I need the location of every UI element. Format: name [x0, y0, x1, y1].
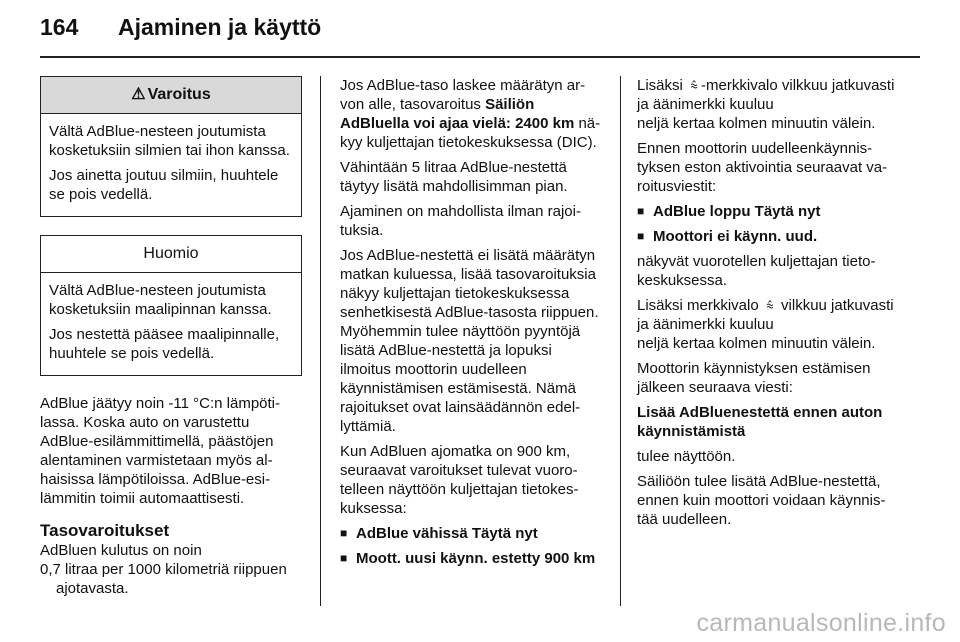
paragraph: näkyvät vuorotellen kuljettajan tietokeskuksessa. [637, 253, 876, 289]
column-2 [340, 76, 602, 574]
note-box [40, 235, 302, 376]
list-item: ■ AdBlue loppu Täytä nyt [637, 202, 899, 221]
column-divider [320, 76, 321, 606]
text-run: vilkkuu jatkuvasti ja äänimerkki kuuluu [637, 297, 894, 333]
paragraph: Vähintään 5 litraa AdBlue-nestettä täytyy lisätä mahdollisimman pian. [340, 159, 568, 195]
watermark: carmanualsonline.info [696, 609, 946, 637]
column-divider [620, 76, 621, 606]
text-run: -merkkivalo vilkkuu jatkuvasti ja äänimerkki kuuluu [637, 77, 895, 113]
paragraph [637, 76, 899, 133]
list-item: ■ AdBlue vähissä Täytä nyt [340, 524, 602, 543]
page-number: 164 [40, 14, 79, 40]
paragraph: tulee näyttöön. [637, 448, 736, 465]
engine-warning-light-icon: ⩯ [766, 298, 774, 313]
warning-box [40, 76, 302, 217]
paragraph: Ennen moottorin uudelleenkäynnistyksen eston aktivointia seuraavat varoitusviestit: [637, 140, 888, 195]
text-run: Jos AdBlue-taso laskee määrätyn arvon alle, tasovaroitus [340, 77, 586, 113]
paragraph: Jos AdBlue-nestettä ei lisätä määrätyn matkan kuluessa, lisää tasovaroituksia näkyy kuljettajan tietokeskuksessa senhetkisestä AdBlue-tasosta riippuen. Myöhemmin tulee näyttöön pyyntöjä lisätä AdBlue-nestettä ja lopuksi ilmoitus moottorin uudelleen käynnistämisen estämisestä. Nämä rajoitukset ovat lainsäädännön edellyttämiä. [340, 247, 599, 435]
paragraph: ajotavasta. [56, 580, 129, 597]
text-run: Lisäksi merkkivalo [637, 297, 763, 314]
list-item: ■ Moottori ei käynn. uud. [637, 227, 899, 246]
paragraph: Säiliöön tulee lisätä AdBlue-nestettä, ennen kuin moottori voidaan käynnistää uudelleen. [637, 473, 886, 528]
warning-title: Varoitus [147, 86, 211, 103]
note-text: Vältä AdBlue-nesteen joutumista kosketuksiin maalipinnan kanssa. [49, 282, 272, 318]
warning-text: Jos ainetta joutuu silmiin, huuhtele se pois vedellä. [49, 167, 279, 203]
warning-triangle-icon: ⚠ [131, 86, 146, 103]
warning-box-header [41, 77, 301, 114]
display-message: Lisää AdBluenestettä ennen auton käynnistämistä [637, 404, 883, 440]
paragraph: 0,7 litraa per 1000 kilometriä riippuen [40, 561, 287, 578]
warning-text: Vältä AdBlue-nesteen joutumista kosketuksiin silmien tai ihon kanssa. [49, 123, 290, 159]
text-run: näkyy kuljettajan tietokeskuksessa (DIC). [340, 115, 601, 151]
paragraph: AdBlue jäätyy noin -11 °C:n lämpötilassa. Koska auto on varustettu AdBlue-esilämmittimellä, päästöjen alentaminen varmistetaan myös alhaisissa lämpötiloissa. AdBlue-esilämmitin toimii automaattisesti. [40, 395, 281, 507]
text-run: Lisäksi [637, 77, 688, 94]
page-header [40, 14, 920, 54]
text-run: neljä kertaa kolmen minuutin välein. [637, 115, 876, 132]
header-divider [40, 56, 920, 58]
paragraph: Kun AdBluen ajomatka on 900 km, seuraavat varoitukset tulevat vuorotelleen näyttöön kuljettajan tietokeskuksessa: [340, 443, 579, 517]
paragraph: Moottorin käynnistyksen estämisen jälkeen seuraava viesti: [637, 360, 871, 396]
note-box-body [41, 273, 301, 375]
note-box-header: Huomio [41, 236, 301, 273]
paragraph [637, 296, 899, 353]
display-message: Säiliön AdBluella voi ajaa vielä: 2400 km [340, 96, 575, 132]
column-3 [637, 76, 899, 535]
page-title: Ajaminen ja käyttö [118, 14, 322, 40]
section-heading: Tasovaroitukset [40, 521, 170, 540]
list-item: ■ Moott. uusi käynn. estetty 900 km [340, 549, 602, 568]
warning-box-body [41, 114, 301, 216]
text-run: neljä kertaa kolmen minuutin välein. [637, 335, 876, 352]
paragraph: AdBluen kulutus on noin [40, 542, 202, 559]
paragraph [340, 76, 602, 152]
paragraph: Ajaminen on mahdollista ilman rajoituksia. [340, 203, 581, 239]
column-1 [40, 76, 302, 598]
engine-warning-light-icon: ⩯ [690, 78, 698, 93]
note-text: Jos nestettä pääsee maalipinnalle, huuhtele se pois vedellä. [49, 326, 280, 362]
